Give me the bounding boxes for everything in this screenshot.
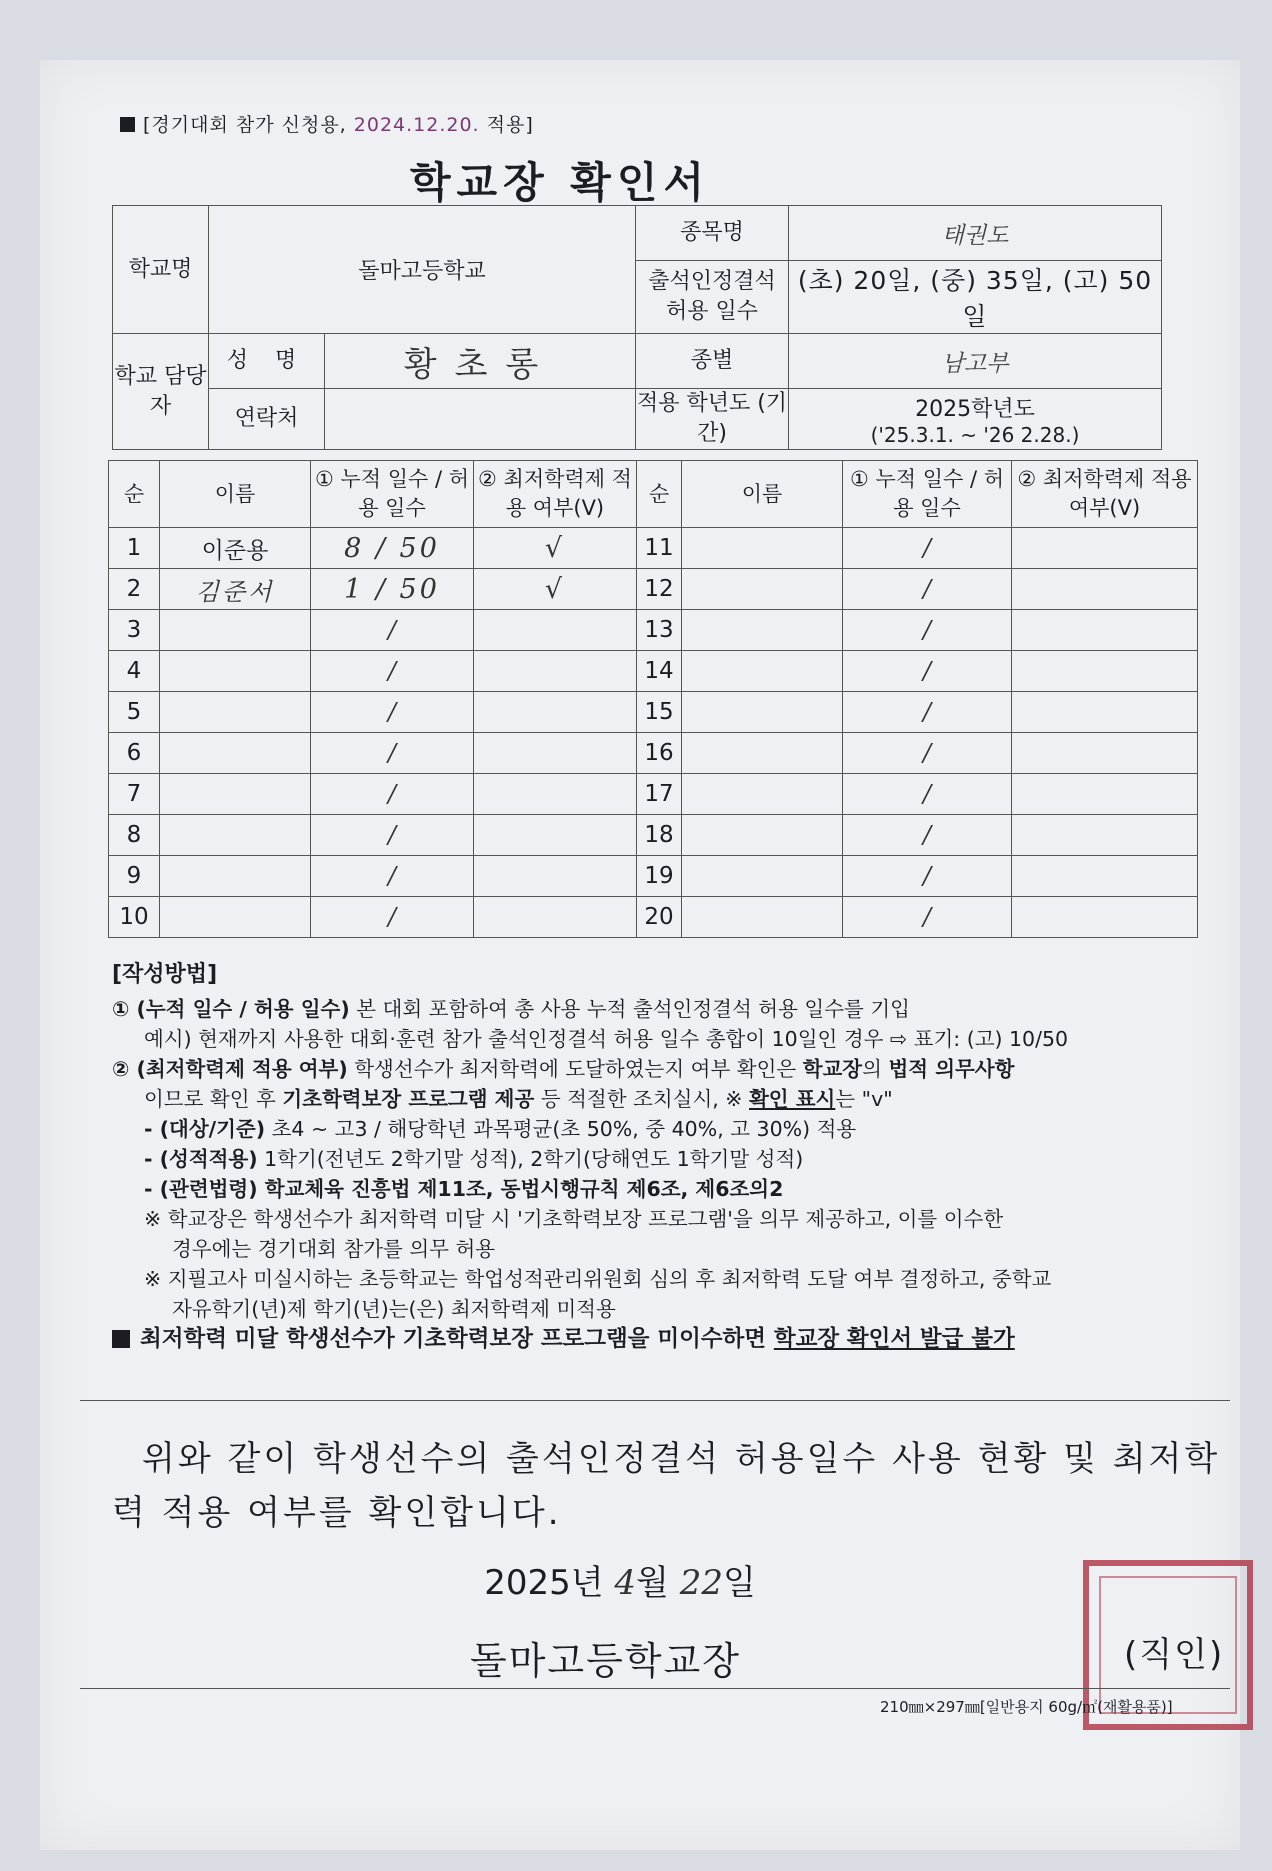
final-notice: 최저학력 미달 학생선수가 기초학력보장 프로그램을 미이수하면 학교장 확인서 발급 불가 — [112, 1324, 1222, 1354]
table-row: 5 / 15 / — [109, 692, 1198, 733]
contact-label: 연락처 — [209, 389, 325, 450]
header-days-2: ① 누적 일수 / 허용 일수 — [843, 461, 1012, 528]
school-value: 돌마고등학교 — [209, 206, 636, 334]
instructions-heading: [작성방법] — [112, 962, 218, 987]
date-line: 2025년 4월 22일 — [484, 1563, 756, 1603]
table-row: 2 김준서 1 / 50 √ 12 / — [109, 569, 1198, 610]
type-value: 남고부 — [789, 334, 1162, 389]
year-cell — [789, 389, 1162, 450]
table-header-row — [109, 461, 1198, 528]
confirm-text: 위와 같이 학생선수의 출석인정결석 허용일수 사용 현황 및 최저학력 적용 여부를 확인합니다. — [112, 1439, 1221, 1533]
manager-label: 학교 담당자 — [113, 334, 209, 450]
year-label: 적용 학년도 (기간) — [636, 389, 789, 450]
principal-name: 돌마고등학교장 — [470, 1639, 741, 1683]
table-row: 9 / 19 / — [109, 856, 1198, 897]
header-days: ① 누적 일수 / 허용 일수 — [311, 461, 474, 528]
header-name-2: 이름 — [682, 461, 843, 528]
instructions: [작성방법] ① (누적 일수 / 허용 일수) 본 대회 포함하여 총 사용 누적 출석인정결석 허용 일수를 기입 예시) 현재까지 사용한 대회·훈련 참가 출석인정결석 허용 일수 총합이 10일인 경우 ⇨ 표기: (고) 10/50 ② (최저학력제 적용 여부) 학생선수가 최저학력에 도달하였는지 여부 확인은 학교장의 법적 의무사항 이므로 확인 후 기초학력보장 프로그램 제공 등 적절한 조치실시, ※ 확인 표시는 "v" - (대상/기준) 초4 ~ 고3 / 해당학년 과목평균(초 50%, 중 40%, 고 30%) 적용 - (성적적용) 1학기(전년도 2학기말 성적), 2학기(당해연도 1학기말 성적) - (관련법령) 학교체육 진흥법 제11조, 동법시행규칙 제6조, 제6조의2 ※ 학교장은 학생선수가 최저학력 미달 시 '기초학력보장 프로그램'을 의무 제공하고, 이를 이수한 경우에는 경기대회 참가를 의무 허용 ※ 지필고사 미실시하는 초등학교는 학업성적관리위원회 심의 후 최저학력 도달 여부 결정하고, 중학교 자유학기(년)제 학기(년)는(은) 최저학력제 미적용 최저학력 미달 학생선수가 기초학력보장 프로그램을 미이수하면 학교장 확인서 발급 불가 — [112, 960, 1222, 1354]
header-no-2: 순 — [637, 461, 682, 528]
divider-bottom — [80, 1688, 1230, 1689]
table-row: 1 이준용 8 / 50 √ 11 / — [109, 528, 1198, 569]
allow-label: 출석인정결석 허용 일수 — [636, 261, 789, 334]
name-label: 성 명 — [209, 334, 325, 389]
table-row: 6 / 16 / — [109, 733, 1198, 774]
table-row: 10 / 20 / — [109, 897, 1198, 938]
seal-label: (직인) — [1124, 1635, 1225, 1675]
table-row: 3 / 13 / — [109, 610, 1198, 651]
contact-value — [325, 389, 636, 450]
document-title: 학교장 확인서 — [409, 158, 711, 207]
school-label: 학교명 — [113, 206, 209, 334]
name-value: 황초롱 — [325, 334, 636, 389]
header-min: ② 최저학력제 적용 여부(V) — [474, 461, 637, 528]
header-min-2: ② 최저학력제 적용 여부(V) — [1012, 461, 1198, 528]
year-period: ('25.3.1. ~ '26 2.28.) — [870, 422, 1080, 447]
sport-label: 종목명 — [636, 206, 789, 261]
table-row: 4 / 14 / — [109, 651, 1198, 692]
document-page — [40, 60, 1240, 1850]
header-name: 이름 — [160, 461, 311, 528]
info-table — [112, 205, 1162, 450]
header-note: [경기대회 참가 신청용, 2024.12.20. 적용] — [120, 110, 534, 137]
arrow-box-icon — [112, 1330, 130, 1348]
allow-value: (초) 20일, (중) 35일, (고) 50일 — [789, 261, 1162, 334]
header-no: 순 — [109, 461, 160, 528]
sport-value: 태권도 — [789, 206, 1162, 261]
divider — [80, 1400, 1230, 1401]
year-value: 2025학년도 — [915, 396, 1035, 422]
type-label: 종별 — [636, 334, 789, 389]
student-table — [108, 460, 1198, 938]
paper-spec: 210㎜×297㎜[일반용지 60g/㎡(재활용품)] — [880, 1698, 1173, 1716]
square-bullet-icon — [120, 117, 135, 132]
table-row: 7 / 17 / — [109, 774, 1198, 815]
table-row: 8 / 18 / — [109, 815, 1198, 856]
